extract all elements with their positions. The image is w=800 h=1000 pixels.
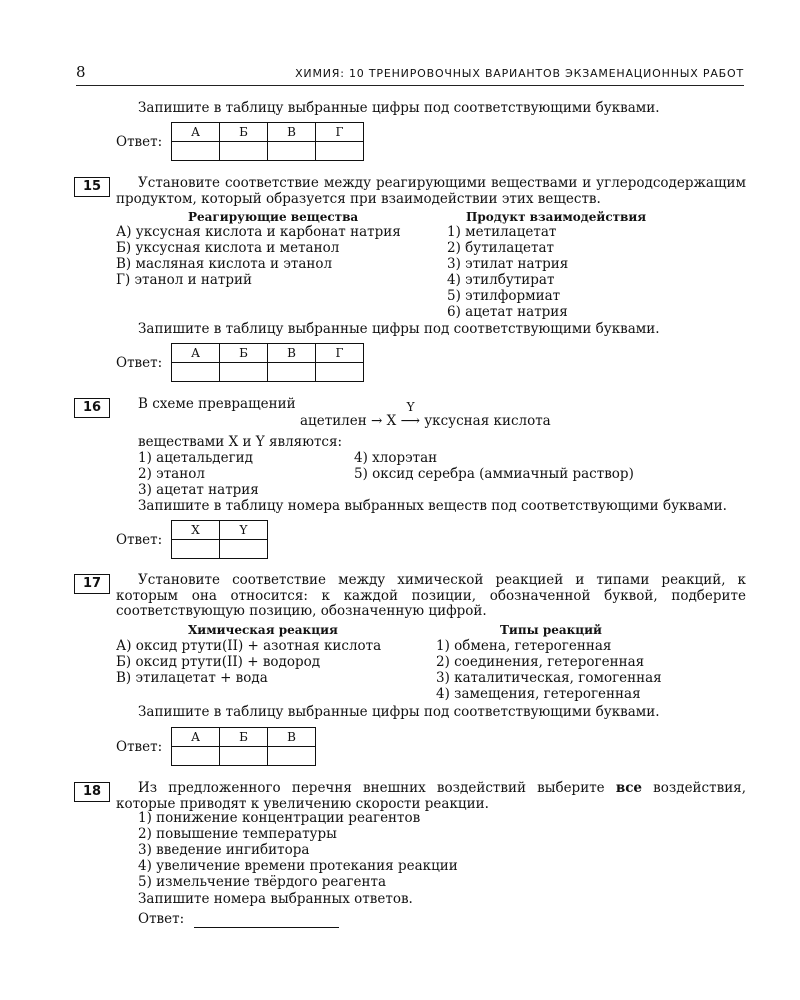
q16-instruction: Запишите в таблицу номера выбранных веществ под соответствующими буквами. — [138, 498, 727, 514]
answer-cell[interactable] — [268, 747, 316, 766]
q16-scheme — [300, 400, 551, 429]
q17-instruction: Запишите в таблицу выбранные цифры под соответствующими буквами. — [138, 704, 660, 720]
answer-cell[interactable] — [220, 747, 268, 766]
q18-answer-field[interactable] — [194, 915, 339, 928]
q18-option: 5) измельчение твёрдого реагента — [138, 874, 387, 890]
answer-letter: В — [268, 344, 316, 363]
q18-text-a: Из предложенного перечня внешних воздействий выберите — [138, 780, 616, 796]
prev-instruction: Запишите в таблицу выбранные цифры под соответствующими буквами. — [138, 100, 660, 116]
q16-option: 2) этанол — [138, 466, 205, 482]
question-number-16: 16 — [74, 398, 110, 418]
page-number: 8 — [76, 63, 86, 81]
q18-option: 2) повышение температуры — [138, 826, 337, 842]
q16-intro: В схеме превращений — [138, 396, 296, 412]
q18-answer-row — [138, 912, 339, 928]
q15-answer-table — [171, 343, 364, 382]
q16-option: 4) хлорэтан — [354, 450, 438, 466]
prev-answer-label: Ответ: — [116, 134, 163, 150]
scheme-over-label: Y — [406, 400, 415, 414]
answer-cell[interactable] — [172, 142, 220, 161]
answer-cell[interactable] — [220, 540, 268, 559]
question-number-15: 15 — [74, 177, 110, 197]
q17-right-item: 2) соединения, гетерогенная — [436, 654, 645, 670]
q16-answer-table — [171, 520, 268, 559]
answer-letter: X — [172, 521, 220, 540]
q15-right-item: 6) ацетат натрия — [447, 304, 568, 320]
q17-left-item: А) оксид ртути(II) + азотная кислота — [116, 638, 382, 654]
q17-left-item: В) этилацетат + вода — [116, 670, 268, 686]
q15-right-item: 2) бутилацетат — [447, 240, 554, 256]
q15-right-item: 3) этилат натрия — [447, 256, 569, 272]
answer-cell[interactable] — [316, 142, 364, 161]
q17-right-item: 3) каталитическая, гомогенная — [436, 670, 662, 686]
answer-letter: Б — [220, 344, 268, 363]
q15-text: Установите соответствие между реагирующими веществами и углеродсодержащим продуктом, который образуется при взаимодействии этих веществ. — [116, 175, 746, 207]
answer-letter: В — [268, 123, 316, 142]
q17-right-header: Типы реакций — [500, 623, 602, 637]
scheme-left: ацетилен → X — [300, 413, 397, 429]
q15-left-header: Реагирующие вещества — [188, 210, 359, 224]
answer-cell[interactable] — [316, 363, 364, 382]
answer-letter: Г — [316, 344, 364, 363]
q16-option: 1) ацетальдегид — [138, 450, 253, 466]
q17-answer-label: Ответ: — [116, 739, 163, 755]
header-rule — [76, 85, 744, 86]
q15-left-item: В) масляная кислота и этанол — [116, 256, 333, 272]
prev-answer-table — [171, 122, 364, 161]
q17-left-header: Химическая реакция — [188, 623, 338, 637]
q16-option: 3) ацетат натрия — [138, 482, 259, 498]
q16-answer-label: Ответ: — [116, 532, 163, 548]
q15-left-item: Г) этанол и натрий — [116, 272, 253, 288]
q15-right-item: 5) этилформиат — [447, 288, 561, 304]
arrow-icon: ⟶ — [400, 413, 420, 429]
q18-text-bold: все — [615, 780, 643, 796]
q15-right-item: 4) этилбутират — [447, 272, 555, 288]
answer-letter: Б — [220, 123, 268, 142]
answer-cell[interactable] — [268, 142, 316, 161]
q15-left-item: Б) уксусная кислота и метанол — [116, 240, 340, 256]
q15-answer-label: Ответ: — [116, 355, 163, 371]
answer-letter: А — [172, 123, 220, 142]
q18-answer-label: Ответ: — [138, 911, 185, 927]
q18-option: 1) понижение концентрации реагентов — [138, 810, 421, 826]
scheme-arrow — [400, 400, 420, 429]
running-title: ХИМИЯ: 10 ТРЕНИРОВОЧНЫХ ВАРИАНТОВ ЭКЗАМЕНАЦИОННЫХ РАБОТ — [295, 67, 744, 80]
q17-right-item: 4) замещения, гетерогенная — [436, 686, 641, 702]
answer-letter: Б — [220, 728, 268, 747]
q18-text — [116, 781, 746, 812]
answer-letter: А — [172, 728, 220, 747]
q17-answer-table — [171, 727, 316, 766]
q17-left-item: Б) оксид ртути(II) + водород — [116, 654, 321, 670]
answer-cell[interactable] — [172, 747, 220, 766]
question-number-18: 18 — [74, 782, 110, 802]
q16-substances-line: веществами X и Y являются: — [138, 434, 343, 450]
scheme-right: уксусная кислота — [424, 413, 551, 429]
q18-option: 4) увеличение времени протекания реакции — [138, 858, 458, 874]
answer-letter: Y — [220, 521, 268, 540]
q17-right-item: 1) обмена, гетерогенная — [436, 638, 612, 654]
answer-letter: Г — [316, 123, 364, 142]
q16-option: 5) оксид серебра (аммиачный раствор) — [354, 466, 634, 482]
answer-letter: В — [268, 728, 316, 747]
q15-right-header: Продукт взаимодействия — [466, 210, 647, 224]
question-number-17: 17 — [74, 574, 110, 594]
q15-left-item: А) уксусная кислота и карбонат натрия — [116, 224, 401, 240]
q15-right-item: 1) метилацетат — [447, 224, 557, 240]
answer-cell[interactable] — [268, 363, 316, 382]
q18-instruction: Запишите номера выбранных ответов. — [138, 891, 413, 907]
answer-letter: А — [172, 344, 220, 363]
q18-text-b: воздействия, которые приводят к увеличению скорости реакции. — [116, 780, 746, 812]
q17-text: Установите соответствие между химической реакцией и типами реакций, к которым она относится: к каждой позиции, обозначенной буквой, подберите соответствующую позицию, обозначенную цифрой. — [116, 572, 746, 619]
answer-cell[interactable] — [220, 363, 268, 382]
q15-instruction: Запишите в таблицу выбранные цифры под соответствующими буквами. — [138, 321, 660, 337]
answer-cell[interactable] — [172, 363, 220, 382]
q18-option: 3) введение ингибитора — [138, 842, 310, 858]
answer-cell[interactable] — [172, 540, 220, 559]
answer-cell[interactable] — [220, 142, 268, 161]
